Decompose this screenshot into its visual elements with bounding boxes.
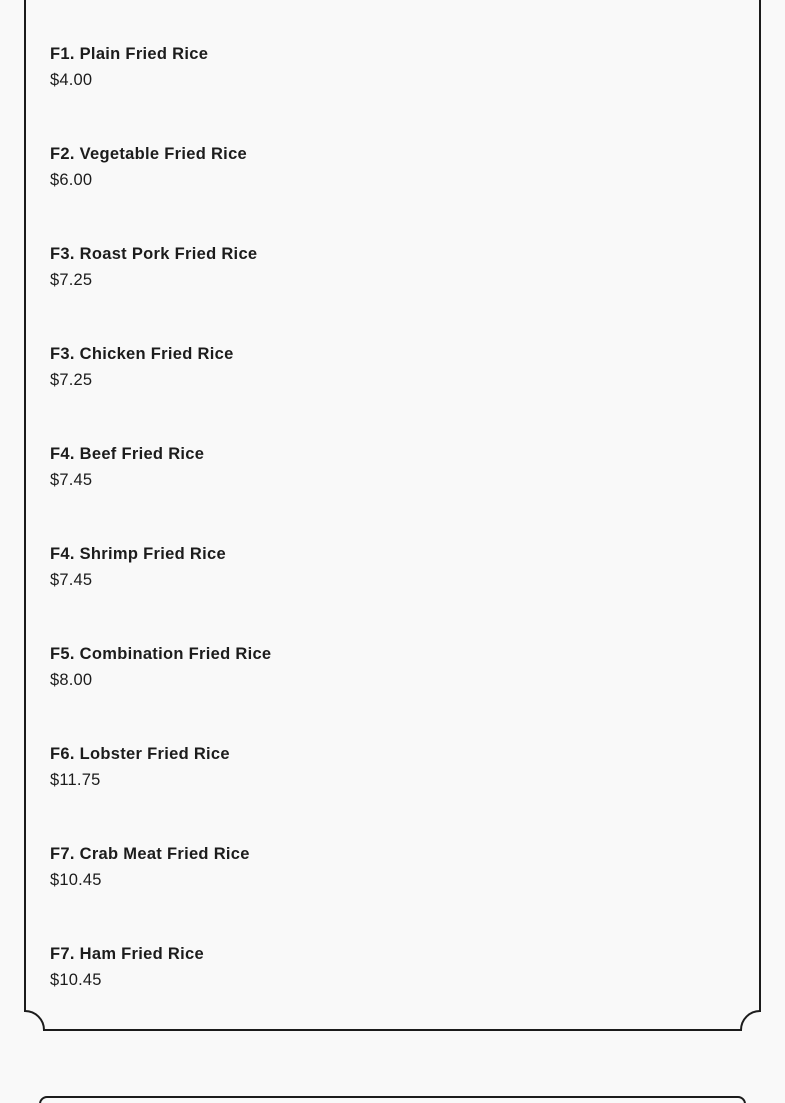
menu-item-name: F3. Chicken Fried Rice [50,345,234,363]
menu-item-price: $7.45 [50,571,93,589]
menu-item[interactable] [50,544,226,590]
menu-item-price: $7.45 [50,471,93,489]
menu-item-price: $8.00 [50,671,93,689]
menu-item[interactable] [50,644,271,690]
menu-item-price: $11.75 [50,771,101,789]
menu-item[interactable] [50,244,257,290]
menu-item-name: F5. Combination Fried Rice [50,645,272,663]
menu-item-name: F6. Lobster Fried Rice [50,745,230,763]
menu-item[interactable] [50,344,234,390]
menu-item-name: F3. Roast Pork Fried Rice [50,245,258,263]
menu-item-price: $7.25 [50,271,93,289]
menu-item-name: F7. Ham Fried Rice [50,945,204,963]
menu-item[interactable] [50,444,204,490]
menu-item-price: $6.00 [50,171,93,189]
menu-item-name: F7. Crab Meat Fried Rice [50,845,250,863]
menu-item[interactable] [50,744,230,790]
next-menu-card-border [0,1080,785,1103]
menu-item-name: F1. Plain Fried Rice [50,45,209,63]
menu-item-name: F4. Shrimp Fried Rice [50,545,226,563]
menu-item-name: F2. Vegetable Fried Rice [50,145,248,163]
menu-item-price: $10.45 [50,871,102,889]
menu-item-price: $4.00 [50,71,93,89]
menu-item-name: F4. Beef Fried Rice [50,445,205,463]
menu-item[interactable] [50,144,247,190]
menu-item-price: $10.45 [50,971,102,989]
menu-item[interactable] [50,944,204,990]
menu-item[interactable] [50,844,250,890]
menu-item[interactable] [50,44,208,90]
next-menu-card [0,1080,785,1103]
menu-item-price: $7.25 [50,371,93,389]
